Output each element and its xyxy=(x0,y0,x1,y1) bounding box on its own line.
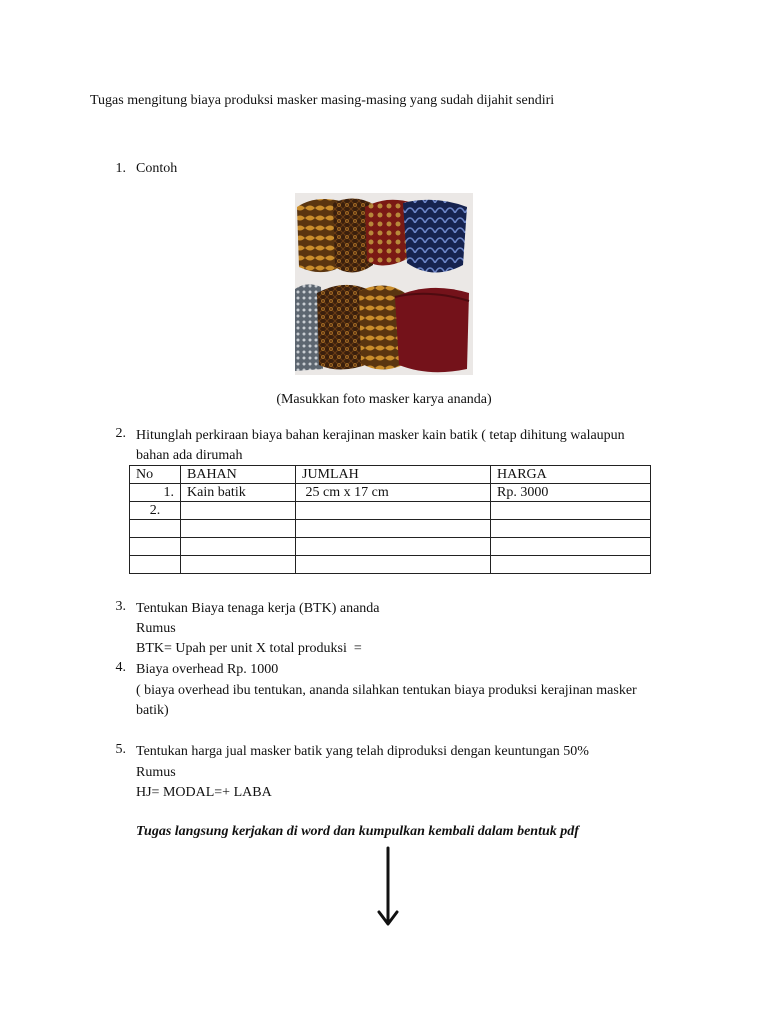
table-cell-bahan xyxy=(181,520,296,538)
table-cell-bahan xyxy=(181,556,296,574)
table-cell-no: 1. xyxy=(130,484,181,502)
table-cell-harga xyxy=(491,520,651,538)
batik-masks-photo xyxy=(295,193,473,375)
item4-line2: ( biaya overhead ibu tentukan, ananda silahkan tentukan biaya produksi kerajinan masker xyxy=(136,683,637,698)
header-jumlah: JUMLAH xyxy=(296,466,491,484)
table-row xyxy=(130,484,651,502)
table-cell-bahan xyxy=(181,502,296,520)
item3-line1: Tentukan Biaya tenaga kerja (BTK) ananda xyxy=(136,601,380,616)
item3-line2: Rumus xyxy=(136,621,176,636)
header-harga: HARGA xyxy=(491,466,651,484)
table-cell-jumlah xyxy=(296,502,491,520)
table-cell-jumlah: 25 cm x 17 cm xyxy=(296,484,491,502)
table-cell-harga xyxy=(491,502,651,520)
table-cell-bahan: Kain batik xyxy=(181,484,296,502)
item2-line1: Hitunglah perkiraan biaya bahan kerajinan masker kain batik ( tetap dihitung walaupun xyxy=(136,428,625,443)
material-cost-table xyxy=(129,465,651,574)
table-cell-harga xyxy=(491,556,651,574)
item5-line1: Tentukan harga jual masker batik yang telah diproduksi dengan keuntungan 50% xyxy=(136,744,589,759)
table-row xyxy=(130,556,651,574)
table-cell-jumlah xyxy=(296,556,491,574)
instruction-text: Tugas langsung kerjakan di word dan kumpulkan kembali dalam bentuk pdf xyxy=(136,824,579,839)
item5-line2: Rumus xyxy=(136,765,176,780)
item4-line3: batik) xyxy=(136,703,169,718)
header-bahan: BAHAN xyxy=(181,466,296,484)
table-cell-bahan xyxy=(181,538,296,556)
table-cell-no xyxy=(130,556,181,574)
photo-caption: (Masukkan foto masker karya ananda) xyxy=(276,392,492,407)
item3-line3: BTK= Upah per unit X total produksi = xyxy=(136,641,362,656)
item1-label: Contoh xyxy=(136,161,178,176)
table-row xyxy=(130,502,651,520)
table-cell-harga xyxy=(491,538,651,556)
table-cell-no: 2. xyxy=(130,502,181,520)
table-cell-no xyxy=(130,538,181,556)
item3-number: 3. xyxy=(115,599,126,614)
item2-number: 2. xyxy=(115,426,126,441)
table-cell-harga: Rp. 3000 xyxy=(491,484,651,502)
table-header-row xyxy=(130,466,651,484)
item5-number: 5. xyxy=(115,742,126,757)
document-title: Tugas mengitung biaya produksi masker masing-masing yang sudah dijahit sendiri xyxy=(90,93,555,108)
table-cell-jumlah xyxy=(296,538,491,556)
item5-line3: HJ= MODAL=+ LABA xyxy=(136,785,272,800)
item4-line1: Biaya overhead Rp. 1000 xyxy=(136,662,279,677)
item2-line2: bahan ada dirumah xyxy=(136,448,243,463)
table-cell-jumlah xyxy=(296,520,491,538)
table-row xyxy=(130,538,651,556)
header-no: No xyxy=(130,466,181,484)
item1-number: 1. xyxy=(115,161,126,176)
item4-number: 4. xyxy=(115,660,126,675)
table-cell-no xyxy=(130,520,181,538)
arrow-down-icon xyxy=(376,846,400,933)
table-row xyxy=(130,520,651,538)
